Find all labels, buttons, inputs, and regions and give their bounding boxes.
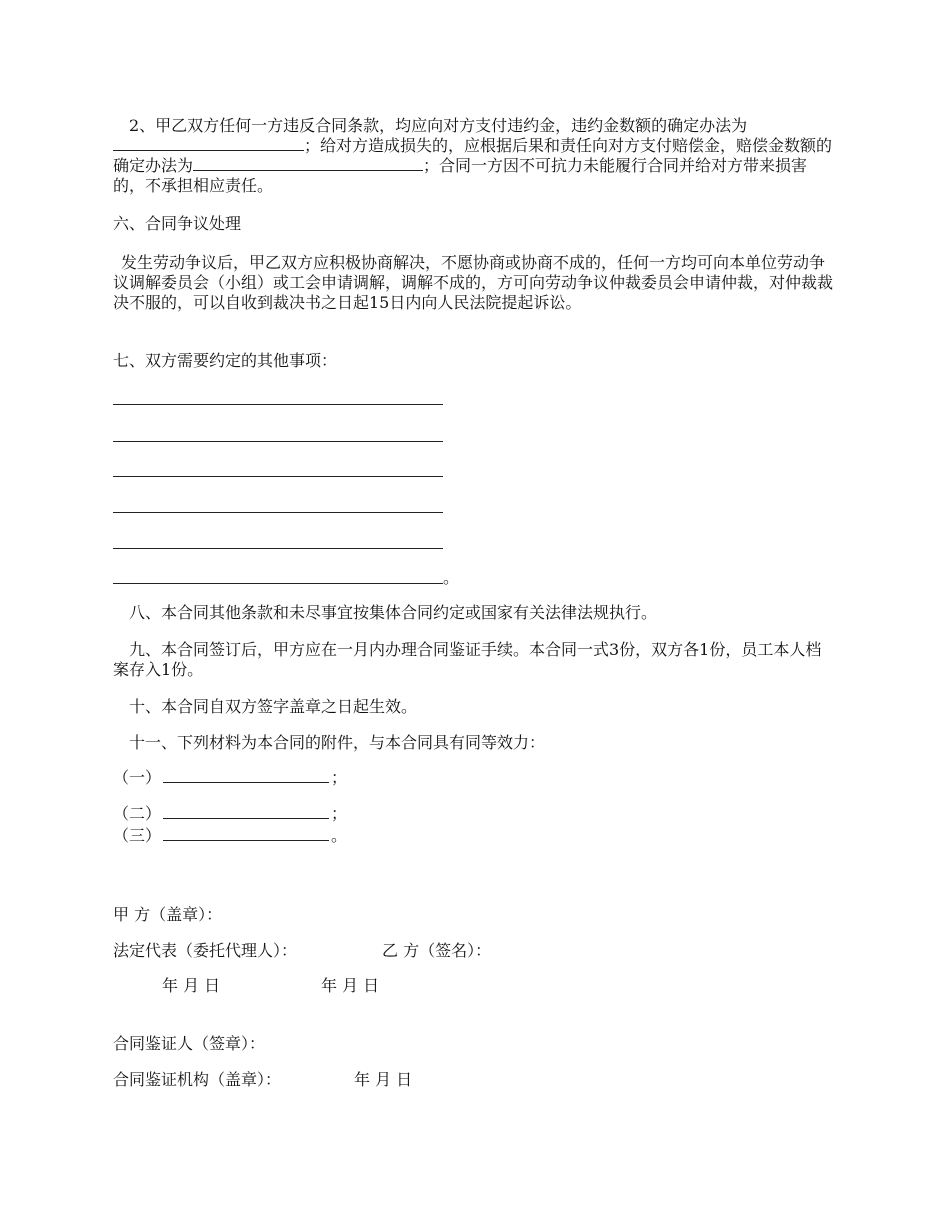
attachment-end: ； (331, 804, 348, 823)
other-matters-end-mark: 。 (443, 568, 460, 587)
clause-2-paragraph (113, 116, 833, 196)
attachment-end: 。 (331, 826, 348, 845)
section-8: 八、本合同其他条款和未尽事宜按集体合同约定或国家有关法律法规执行。 (129, 603, 658, 622)
section-11: 十一、下列材料为本合同的附件，与本合同具有同等效力： (129, 733, 546, 752)
clause-2-text-3: ；合同一方因不可抗力未能履行合同并给对方带来损害的，不承担相应责任。 (113, 156, 808, 195)
verification-organization-label: 合同鉴证机构（盖章）： (113, 1070, 282, 1089)
contract-verifier-label: 合同鉴证人（签章）： (113, 1034, 266, 1053)
attachment-end: ； (331, 768, 348, 787)
attachment-item-1 (113, 768, 347, 788)
party-b-signature-label: 乙 方（签名）： (382, 941, 492, 960)
other-matters-line-4 (113, 512, 443, 513)
other-matters-line-3 (113, 476, 443, 477)
attachment-item-2 (113, 804, 347, 824)
verification-date: 年 月 日 (354, 1070, 413, 1089)
section-10: 十、本合同自双方签字盖章之日起生效。 (129, 697, 418, 716)
party-a-seal-label: 甲 方（盖章）： (113, 905, 223, 924)
attachment-blank (163, 826, 329, 841)
attachment-item-3 (113, 826, 347, 846)
attachment-blank (163, 804, 329, 819)
attachment-blank (163, 768, 329, 783)
section-9: 九、本合同签订后，甲方应在一月内办理合同鉴证手续。本合同一式3份，双方各1份，员工本人档案存入1份。 (113, 640, 822, 679)
other-matters-line-6 (113, 583, 443, 584)
clause-2-text-1: 2、甲乙双方任何一方违反合同条款，均应向对方支付违约金，违约金数额的确定办法为 (129, 116, 748, 135)
party-b-date: 年 月 日 (321, 976, 380, 995)
other-matters-line-2 (113, 441, 443, 442)
other-matters-line-5 (113, 548, 443, 549)
clause-2-text-2: ；给对方造成损失的，应根据后果和责任向对方支付赔偿金，赔偿金数额的确定办法为 (113, 136, 833, 175)
section-6-title: 六、合同争议处理 (113, 214, 242, 233)
liquidated-damages-method-blank (113, 136, 304, 151)
section-7-title: 七、双方需要约定的其他事项： (113, 351, 338, 370)
compensation-method-blank (193, 156, 423, 171)
attachment-label: （三） (113, 826, 162, 845)
party-a-date: 年 月 日 (162, 976, 221, 995)
other-matters-line-1 (113, 404, 443, 405)
section-6-body: 发生劳动争议后，甲乙双方应积极协商解决，不愿协商或协商不成的，任何一方均可向本单位劳动争议调解委员会（小组）或工会申请调解，调解不成的，方可向劳动争议仲裁委员会申请仲裁，对仲裁裁决不服的，可以自收到裁决书之日起15日内向人民法院提起诉讼。 (113, 253, 834, 312)
attachment-label: （一） (113, 768, 162, 787)
attachment-label: （二） (113, 804, 162, 823)
legal-representative-label: 法定代表（委托代理人）： (113, 941, 298, 960)
